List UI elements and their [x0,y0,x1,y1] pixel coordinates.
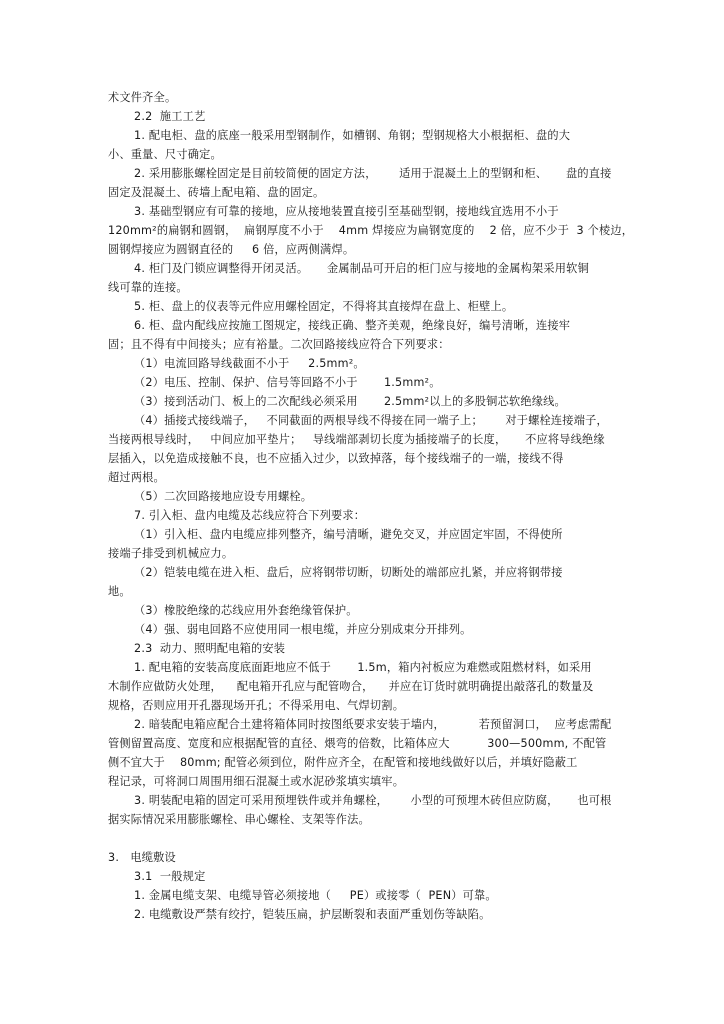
list-item: （4）强、弱电回路不应使用同一根电缆，并应分别成束分开排列。 [134,623,472,636]
text-line: 超过两根。 [108,471,165,484]
section-heading: 2.3 动力、照明配电箱的安装 [134,642,286,655]
text-line: 固定及混凝土、砖墙上配电箱、盘的固定。 [108,186,325,199]
text-line: 当接两根导线时， 中间应加平垫片； 导线端部剥切长度为插接端子的长度， 不应将导线绝缘 [108,433,605,446]
text-line: 3. 基础型钢应有可靠的接地，应从接地装置直接引至基础型钢，接地线宜选用不小于 [134,205,559,218]
list-item: （2）电压、控制、保护、信号等回路不小于 1.5mm²。 [134,376,441,389]
text-line: 1. 金属电缆支架、电缆导管必须接地（ PE）或接零（ PEN）可靠。 [134,889,497,902]
section-heading: 3.1 一般规定 [134,870,206,883]
text-line: 规格，否则应用开孔器现场开孔；不得采用电、气焊切割。 [108,699,405,712]
list-item: （1）电流回路导线截面不小于 2.5mm²。 [134,357,365,370]
text-line: 5. 柜、盘上的仪表等元件应用螺栓固定，不得将其直接焊在盘上、柜壁上。 [134,300,514,313]
text-line: 6. 柜、盘内配线应按施工图规定，接线正确、整齐美观，绝缘良好，编号清晰，连接牢 [134,319,571,332]
list-item: （3）橡胶绝缘的芯线应用外套绝缘管保护。 [134,604,358,617]
section-heading: 3. 电缆敷设 [108,851,176,864]
text-line: 3. 明装配电箱的固定可采用预埋铁件或并角螺栓， 小型的可预埋木砖但应防腐， 也可根 [134,794,612,807]
text-line: 接端子排受到机械应力。 [108,547,234,560]
text-line: 地。 [108,585,131,598]
text-line: 2. 采用膨胀螺栓固定是目前较简便的固定方法， 适用于混凝土上的型钢和柜、 盘的直接 [134,167,612,180]
text-line: 术文件齐全。 [108,91,177,104]
text-line: 1. 配电箱的安装高度底面距地应不低于 1.5m，箱内衬板应为难燃或阻燃材料，如采用 [134,661,592,674]
list-item: （5）二次回路接地应设专用螺栓。 [134,490,313,503]
list-item: （1）引入柜、盘内电缆应排列整齐，编号清晰，避免交叉，并应固定牢固，不得使所 [134,528,563,541]
text-line: 固；且不得有中间接头；应有裕量。二次回路接线应符合下列要求： [108,338,450,351]
text-line: 据实际情况采用膨胀螺栓、串心螺栓、支架等作法。 [108,813,370,826]
text-line: 4. 柜门及门锁应调整得开闭灵活。 金属制品可开启的柜门应与接地的金属构架采用软铜 [134,262,589,275]
section-heading: 2.2 施工工艺 [134,110,206,123]
text-line: 木制作应做防火处理， 配电箱开孔应与配管吻合， 并应在订货时就明确提出敲落孔的数量及 [108,680,594,693]
text-line: 1. 配电柜、盘的底座一般采用型钢制作，如槽钢、角钢；型钢规格大小根据柜、盘的大 [134,129,571,142]
text-line: 7. 引入柜、盘内电缆及芯线应符合下列要求： [134,509,366,522]
text-line: 侧不宜大于 80mm; 配管必须到位，附件应齐全，在配管和接地线做好以后，并填好隐蔽工 [108,756,578,769]
list-item: （3）接到活动门、板上的二次配线必须采用 2.5mm²以上的多股铜芯软绝缘线。 [134,395,566,408]
text-line: 圆钢焊接应为圆钢直径的 6 倍，应两侧满焊。 [108,243,355,256]
text-line: 小、重量、尺寸确定。 [108,148,222,161]
text-line: 2. 电缆敷设严禁有绞拧，铠装压扁，护层断裂和表面严重划伤等缺陷。 [134,908,491,921]
text-line: 管侧留置高度、宽度和应根据配管的直径、煨弯的倍数，比箱体应大 300—500mm, 不配管 [108,737,607,750]
list-item: （4）插接式接线端子， 不同截面的两根导线不得接在同一端子上； 对于螺栓连接端子， [134,414,608,427]
text-line: 2. 暗装配电箱应配合土建将箱体同时按图纸要求安装于墙内， 若预留洞口， 应考虑需配 [134,718,612,731]
list-item: （2）铠装电缆在进入柜、盘后，应将钢带切断，切断处的端部应扎紧，并应将钢带接 [134,566,563,579]
text-line: 程记录，可将洞口周围用细石混凝土或水泥砂浆填实填牢。 [108,775,405,788]
text-line: 线可靠的连接。 [108,281,188,294]
text-line: 层插入，以免造成接触不良，也不应插入过少，以致掉落，每个接线端子的一端，接线不得 [108,452,564,465]
text-line: 120mm²的扁钢和圆钢， 扁钢厚度不小于 4mm 焊接应为扁钢宽度的 2 倍，应不少于 3 个棱边， [108,224,634,237]
